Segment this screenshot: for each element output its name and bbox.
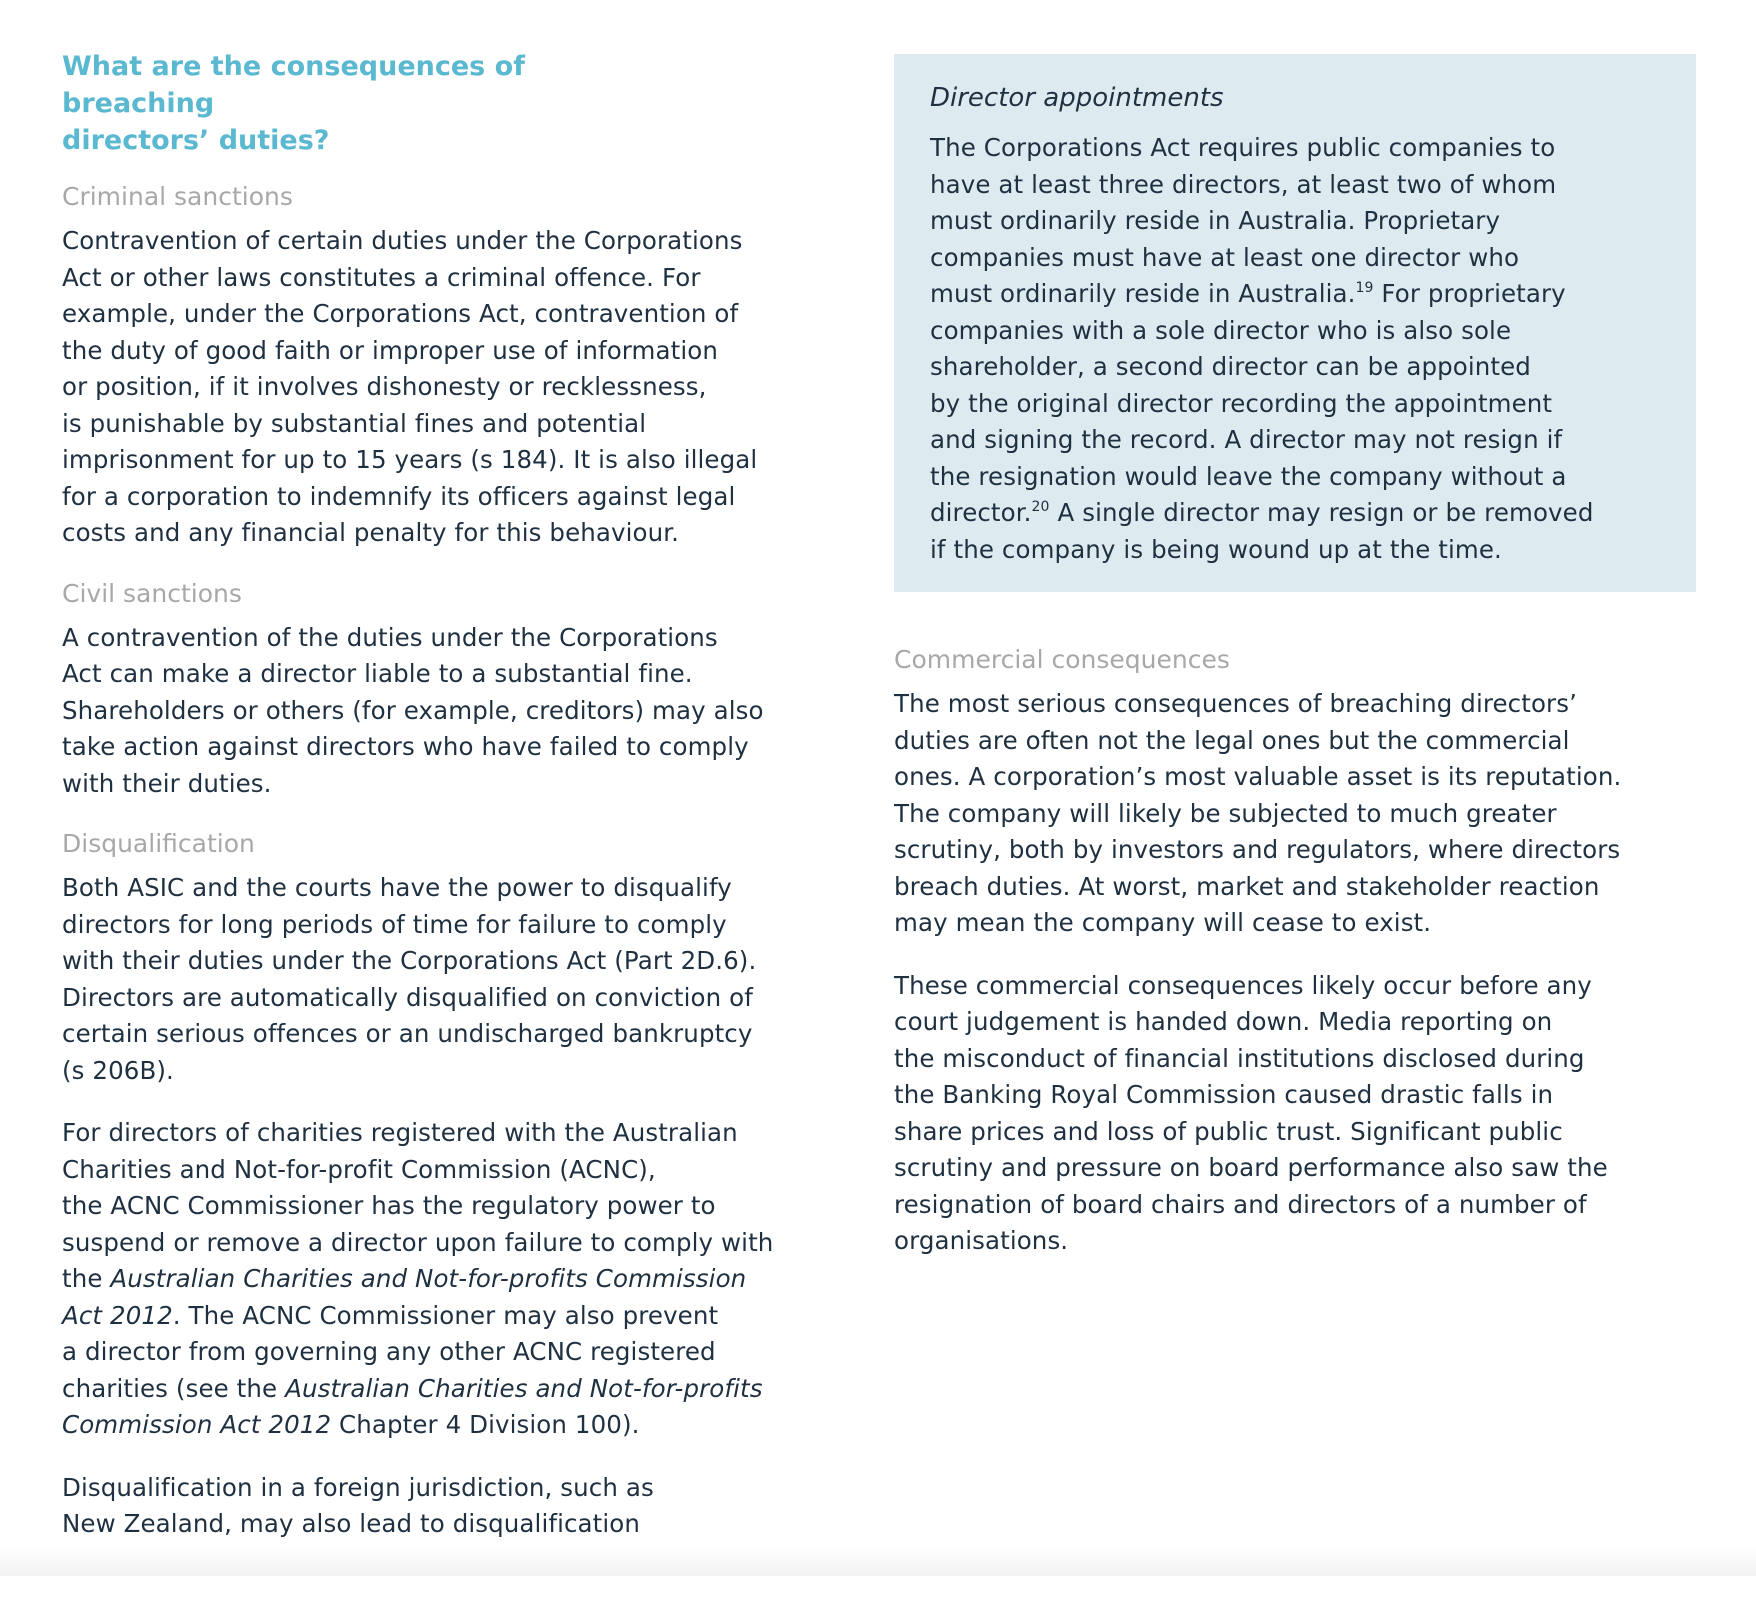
section-title-line: directors’ duties? bbox=[62, 125, 330, 156]
text-line: the ACNC Commissioner has the regulatory power to bbox=[62, 1191, 716, 1220]
text-line: court judgement is handed down. Media reporting on bbox=[894, 1007, 1553, 1036]
text-fragment: charities (see the bbox=[62, 1373, 286, 1403]
text-line: the resignation would leave the company without a bbox=[930, 461, 1567, 491]
text-line: directors for long periods of time for failure to comply bbox=[62, 909, 727, 939]
text-line: duties are often not the legal ones but the commercial bbox=[894, 725, 1570, 755]
right-column bbox=[894, 54, 1696, 1286]
text-line: Contravention of certain duties under the Corporations bbox=[62, 226, 743, 255]
disqualification-heading: Disqualification bbox=[62, 829, 255, 858]
text-fragment: the bbox=[62, 1264, 111, 1293]
text-line: or position, if it involves dishonesty or recklessness, bbox=[62, 372, 707, 401]
text-line: Directors are automatically disqualified on conviction of bbox=[62, 982, 753, 1012]
text-line: companies with a sole director who is also sole bbox=[930, 315, 1512, 345]
text-line: resignation of board chairs and directors of a number of bbox=[894, 1189, 1587, 1219]
footnote-ref: 19 bbox=[1355, 280, 1374, 296]
text-line: a director from governing any other ACNC registered bbox=[62, 1337, 716, 1366]
text-line: for a corporation to indemnify its officers against legal bbox=[62, 481, 736, 511]
text-fragment: must ordinarily reside in Australia. bbox=[930, 279, 1356, 308]
disqualification-paragraph-2 bbox=[62, 1115, 872, 1444]
commercial-paragraph-2 bbox=[894, 968, 1696, 1260]
criminal-sanctions-heading: Criminal sanctions bbox=[62, 182, 293, 211]
text-line bbox=[62, 1261, 872, 1298]
text-line: organisations. bbox=[894, 1226, 1069, 1255]
text-line bbox=[62, 1371, 872, 1408]
callout-title: Director appointments bbox=[930, 83, 1224, 113]
text-line: must ordinarily reside in Australia. Proprietary bbox=[930, 206, 1501, 235]
text-line bbox=[62, 1298, 872, 1335]
act-title-italic: Australian Charities and Not-for-profits bbox=[285, 1373, 763, 1403]
disqualification-paragraph-1 bbox=[62, 870, 872, 1089]
text-line: A contravention of the duties under the Corporations bbox=[62, 622, 718, 652]
callout-paragraph bbox=[930, 130, 1662, 568]
left-column bbox=[62, 48, 872, 1605]
text-line: Shareholders or others (for example, creditors) may also bbox=[62, 695, 764, 725]
text-line: with their duties under the Corporations Act (Part 2D.6). bbox=[62, 946, 757, 975]
text-fragment: A single director may resign or be removed bbox=[1049, 498, 1594, 527]
text-line: share prices and loss of public trust. Significant public bbox=[894, 1116, 1563, 1146]
page-bottom-shadow bbox=[0, 1546, 1756, 1576]
text-line: The most serious consequences of breaching directors’ bbox=[894, 689, 1577, 718]
text-line: and signing the record. A director may not resign if bbox=[930, 425, 1563, 454]
text-line: ones. A corporation’s most valuable asset is its reputation. bbox=[894, 762, 1622, 791]
text-line: scrutiny and pressure on board performance also saw the bbox=[894, 1153, 1608, 1182]
commercial-paragraph-1 bbox=[894, 686, 1696, 942]
act-title-italic: Act 2012 bbox=[62, 1300, 173, 1330]
text-line: the duty of good faith or improper use of information bbox=[62, 335, 718, 365]
commercial-consequences-heading: Commercial consequences bbox=[894, 645, 1230, 674]
text-line: Both ASIC and the courts have the power to disqualify bbox=[62, 873, 732, 902]
act-title-italic: Commission Act 2012 bbox=[62, 1410, 332, 1439]
text-line: suspend or remove a director upon failure to comply with bbox=[62, 1227, 774, 1257]
text-fragment: For proprietary bbox=[1373, 279, 1566, 308]
text-line: imprisonment for up to 15 years (s 184). It is also illegal bbox=[62, 445, 758, 474]
text-line: (s 206B). bbox=[62, 1055, 174, 1085]
text-line: Act can make a director liable to a substantial fine. bbox=[62, 659, 693, 688]
text-line: The Corporations Act requires public companies to bbox=[930, 133, 1556, 162]
text-line: companies must have at least one director who bbox=[930, 242, 1520, 272]
text-line: by the original director recording the appointment bbox=[930, 388, 1553, 418]
text-line: New Zealand, may also lead to disqualification bbox=[62, 1509, 640, 1538]
section-title-line: What are the consequences of breaching bbox=[62, 51, 525, 119]
text-line: costs and any financial penalty for this behaviour. bbox=[62, 518, 680, 547]
text-line: certain serious offences or an undischarged bankruptcy bbox=[62, 1019, 753, 1048]
text-line: These commercial consequences likely occur before any bbox=[894, 970, 1592, 1000]
text-line: Charities and Not-for-profit Commission (ACNC), bbox=[62, 1154, 656, 1184]
text-line: may mean the company will cease to exist. bbox=[894, 908, 1432, 937]
text-line: scrutiny, both by investors and regulators, where directors bbox=[894, 835, 1621, 864]
civil-sanctions-paragraph bbox=[62, 620, 872, 803]
text-fragment: Chapter 4 Division 100). bbox=[331, 1410, 640, 1439]
text-line: example, under the Corporations Act, contravention of bbox=[62, 299, 739, 328]
text-line bbox=[930, 276, 1662, 313]
text-line: the misconduct of financial institutions disclosed during bbox=[894, 1043, 1585, 1073]
text-line: is punishable by substantial fines and potential bbox=[62, 408, 647, 438]
text-line bbox=[62, 1407, 872, 1444]
text-line: breach duties. At worst, market and stakeholder reaction bbox=[894, 871, 1600, 901]
section-title bbox=[62, 48, 682, 159]
text-line: The company will likely be subjected to much greater bbox=[894, 798, 1557, 828]
text-line: take action against directors who have failed to comply bbox=[62, 732, 749, 761]
text-line: Disqualification in a foreign jurisdiction, such as bbox=[62, 1472, 654, 1502]
text-line: with their duties. bbox=[62, 768, 272, 798]
text-line: Act or other laws constitutes a criminal offence. For bbox=[62, 262, 701, 292]
criminal-sanctions-paragraph bbox=[62, 223, 872, 552]
text-fragment: director. bbox=[930, 498, 1032, 527]
text-line: have at least three directors, at least two of whom bbox=[930, 169, 1557, 199]
text-line: if the company is being wound up at the time. bbox=[930, 534, 1502, 564]
text-line: shareholder, a second director can be appointed bbox=[930, 352, 1531, 381]
text-line: For directors of charities registered with the Australian bbox=[62, 1118, 738, 1147]
footnote-ref: 20 bbox=[1031, 499, 1050, 515]
director-appointments-callout bbox=[894, 54, 1696, 592]
text-line: the Banking Royal Commission caused drastic falls in bbox=[894, 1080, 1554, 1109]
text-fragment: . The ACNC Commissioner may also prevent bbox=[172, 1300, 719, 1330]
civil-sanctions-heading: Civil sanctions bbox=[62, 578, 242, 608]
text-line bbox=[930, 495, 1662, 532]
act-title-italic: Australian Charities and Not-for-profits Commission bbox=[110, 1264, 747, 1293]
